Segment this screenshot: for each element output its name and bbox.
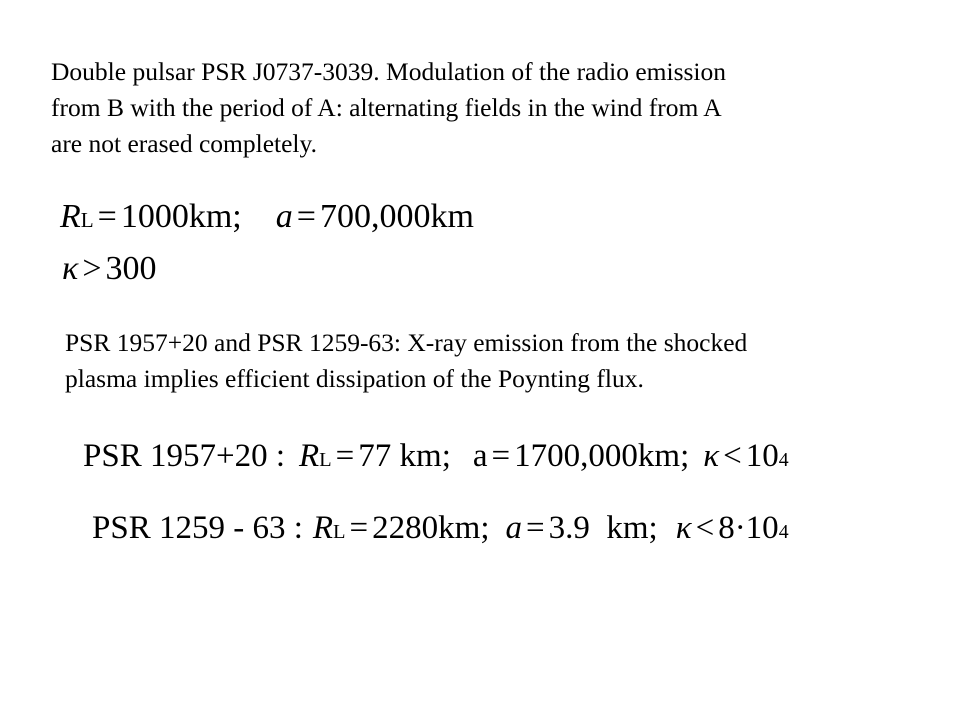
kappa-bound-exponent: 4: [778, 449, 789, 471]
shocked-plasma-line-2: plasma implies efficient dissipation of the Poynting flux.: [65, 364, 644, 393]
kappa-bound-base: 10: [745, 438, 779, 474]
a-symbol: a: [505, 510, 522, 546]
intro-line-2: from B with the period of A: alternating fields in the wind from A: [51, 93, 722, 122]
kappa-symbol: κ: [62, 250, 79, 287]
shocked-plasma-line-1: PSR 1957+20 and PSR 1259-63: X-ray emission from the shocked: [65, 328, 748, 357]
equals-sign: =: [526, 510, 545, 546]
equals-sign: =: [349, 510, 369, 546]
equals-sign: =: [97, 198, 117, 235]
equals-sign: =: [335, 438, 355, 474]
intro-line-1: Double pulsar PSR J0737-3039. Modulation of the radio emission: [51, 57, 727, 86]
rl-value: 1000km;: [120, 198, 242, 235]
rl-symbol: R: [60, 198, 81, 235]
a-value: 3.9 km;: [548, 510, 658, 546]
rl-symbol: R: [299, 438, 320, 474]
psr1957-equation: [83, 438, 789, 475]
equals-sign: =: [491, 438, 511, 474]
intro-line-3: are not erased completely.: [51, 129, 317, 158]
rl-subscript: L: [333, 521, 346, 543]
pulsar-name: PSR 1957+20 :: [83, 438, 285, 474]
kappa-symbol: κ: [675, 510, 692, 546]
rl-value: 2280km;: [372, 510, 490, 546]
a-symbol: a: [275, 198, 293, 235]
rl-subscript: L: [80, 208, 94, 232]
a-value: 1700,000km;: [514, 438, 690, 474]
pulsar-name: PSR 1259 - 63 :: [92, 510, 303, 546]
kappa-bound-base: 8·10: [718, 510, 779, 546]
psr1259-equation: [92, 510, 789, 547]
greater-than-sign: >: [82, 250, 102, 287]
less-than-sign: <: [723, 438, 742, 474]
a-value: 700,000km: [319, 198, 474, 235]
a-symbol: a: [472, 438, 488, 474]
less-than-sign: <: [695, 510, 715, 546]
rl-value: 77 km;: [358, 438, 451, 474]
kappa-bound-exponent: 4: [778, 521, 789, 543]
intro-paragraph: [51, 54, 726, 162]
kappa-value: 300: [105, 250, 157, 287]
equals-sign: =: [296, 198, 316, 235]
rl-symbol: R: [312, 510, 334, 546]
rl-subscript: L: [319, 449, 332, 471]
shocked-plasma-paragraph: [65, 325, 747, 397]
double-pulsar-equation: [60, 198, 474, 236]
kappa-symbol: κ: [703, 438, 720, 474]
kappa-bound-equation: [62, 250, 157, 288]
